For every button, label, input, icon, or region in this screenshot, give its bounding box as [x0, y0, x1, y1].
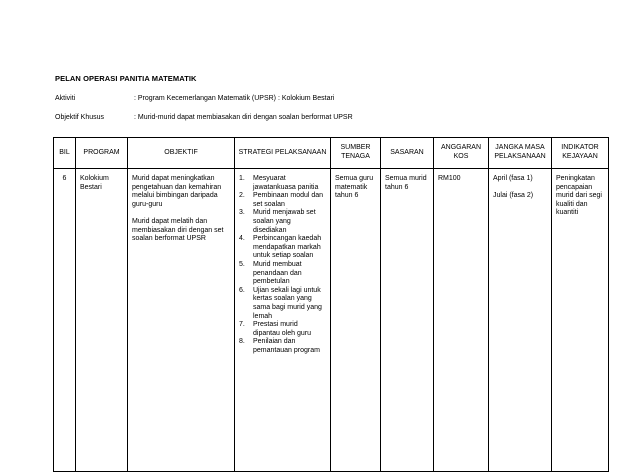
- item-number: 1.: [239, 175, 245, 182]
- cell-program: Kolokium Bestari: [76, 169, 128, 472]
- objektif-khusus-label: Objektif Khusus: [55, 114, 105, 121]
- list-item: [239, 287, 326, 321]
- item-text: Murid menjawab set soalan yang disediakan: [253, 209, 316, 234]
- strategi-list: [239, 175, 326, 355]
- item-text: Murid membuat penandaan dan pembetulan: [253, 260, 302, 286]
- cell-sumber-tenaga: Semua guru matematik tahun 6: [331, 169, 381, 472]
- aktiviti-row: [55, 95, 334, 102]
- header-program: PROGRAM: [76, 138, 128, 169]
- cell-objektif: [128, 169, 235, 472]
- header-objektif: OBJEKTIF: [128, 138, 235, 169]
- item-number: 3.: [239, 209, 245, 217]
- list-item: [239, 175, 326, 192]
- plan-table: [53, 137, 609, 472]
- item-text: Prestasi murid dipantau oleh guru: [253, 321, 311, 337]
- list-item: [239, 192, 326, 209]
- objektif-khusus-value: : Murid-murid dapat membiasakan diri dengan soalan berformat UPSR: [134, 114, 353, 121]
- document-title: PELAN OPERASI PANITIA MATEMATIK: [55, 74, 197, 83]
- header-sumber-tenaga: SUMBER TENAGA: [331, 138, 381, 169]
- item-text: Ujian sekali lagi untuk kertas soalan yang sama bagi murid yang lemah: [253, 286, 322, 320]
- item-text: Perbincangan kaedah mendapatkan markah untuk setiap soalan: [253, 235, 322, 260]
- aktiviti-value: : Program Kecemerlangan Matematik (UPSR) : Kolokium Bestari: [134, 95, 335, 102]
- list-item: [239, 209, 326, 235]
- header-bil: BIL: [54, 138, 76, 169]
- cell-indikator-kejayaan: Peningkatan pencapaian murid dari segi kualiti dan kuantiti: [552, 169, 609, 472]
- header-strategi-pelaksanaan: STRATEGI PELAKSANAAN: [235, 138, 331, 169]
- jangka-item: April (fasa 1): [493, 175, 533, 182]
- item-number: 5.: [239, 260, 245, 268]
- list-item: [239, 235, 326, 261]
- list-item: [239, 261, 326, 287]
- header-jangka-masa-pelaksanaan: JANGKA MASA PELAKSANAAN: [489, 138, 552, 169]
- cell-jangka-masa: [489, 169, 552, 472]
- header-sasaran: SASARAN: [381, 138, 434, 169]
- objektif-khusus-row: [55, 114, 353, 121]
- item-text: Penilaian dan pemantauan program: [253, 338, 320, 354]
- item-number: 4.: [239, 235, 245, 243]
- objektif-item: Murid dapat meningkatkan pengetahuan dan kemahiran melalui bimbingan daripada guru-guru: [132, 175, 222, 208]
- cell-bil: 6: [54, 169, 76, 472]
- table-row: [54, 169, 609, 472]
- jangka-item: Julai (fasa 2): [493, 192, 534, 200]
- list-item: [239, 321, 326, 338]
- item-number: 2.: [239, 192, 245, 200]
- header-anggaran-kos: ANGGARAN KOS: [434, 138, 489, 169]
- list-item: [239, 338, 326, 355]
- aktiviti-label: Aktiviti: [55, 95, 76, 102]
- item-number: 8.: [239, 338, 245, 346]
- cell-anggaran-kos: RM100: [434, 169, 489, 472]
- item-number: 7.: [239, 321, 245, 329]
- item-text: Pembinaan modul dan set soalan: [253, 192, 324, 208]
- item-text: Mesyuarat jawatankuasa panitia: [253, 175, 319, 191]
- header-indikator-kejayaan: INDIKATOR KEJAYAAN: [552, 138, 609, 169]
- cell-strategi: [235, 169, 331, 472]
- header-row: [54, 138, 609, 169]
- cell-sasaran: Semua murid tahun 6: [381, 169, 434, 472]
- objektif-item: Murid dapat melatih dan membiasakan diri dengan set soalan berformat UPSR: [132, 217, 224, 243]
- item-number: 6.: [239, 286, 245, 294]
